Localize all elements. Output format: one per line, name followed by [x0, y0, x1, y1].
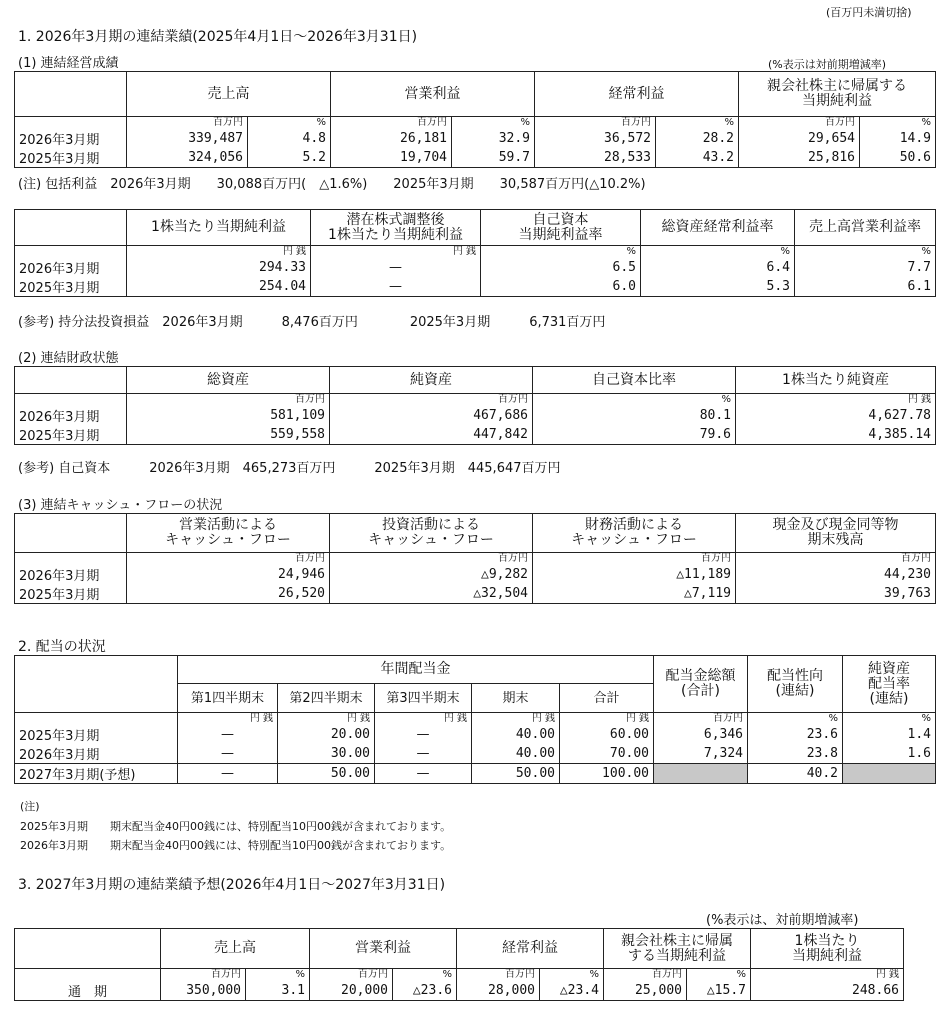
- comprehensive-income-note: (注) 包括利益 2026年3月期 30,088百万円( △1.6%) 2025年3月期 30,587百万円(△10.2%): [18, 177, 646, 192]
- table-row: 2026年3月期 24,946 △9,282 △11,189 44,230: [15, 565, 936, 584]
- table-row: 2025年3月期 559,558 447,842 79.6 4,385.14: [15, 425, 936, 445]
- header-blank: [15, 72, 127, 117]
- header-net-profit: 親会社株主に帰属する 当期純利益: [739, 72, 936, 117]
- table-row: 2026年3月期 339,487 4.8 26,181 32.9 36,572 28.2 29,654 14.9: [15, 129, 936, 148]
- unit: %: [248, 117, 331, 130]
- header-blank: [15, 210, 127, 246]
- table-row: 2025年3月期 26,520 △32,504 △7,119 39,763: [15, 584, 936, 604]
- header-payout-ratio: 配当性向 (連結): [748, 656, 843, 713]
- header-equity-ratio: 自己資本比率: [533, 367, 736, 394]
- header-operating-margin: 売上高営業利益率: [795, 210, 936, 246]
- unit: 百万円: [127, 117, 248, 130]
- header-diluted-eps: 潜在株式調整後 1株当たり当期純利益: [311, 210, 481, 246]
- dividend-note-heading: (注): [20, 800, 40, 813]
- header-total: 合計: [560, 684, 654, 713]
- header-cash-balance: 現金及び現金同等物 期末残高: [736, 514, 936, 553]
- header-bps: 1株当たり純資産: [736, 367, 936, 394]
- header-investing-cf: 投資活動による キャッシュ・フロー: [330, 514, 533, 553]
- unit-note: (百万円未満切捨): [826, 6, 912, 19]
- unit: 百万円: [535, 117, 656, 130]
- unit: %: [452, 117, 535, 130]
- header-blank: [15, 514, 127, 553]
- header-net-assets: 純資産: [330, 367, 533, 394]
- header-blank: [15, 929, 161, 969]
- header-operating-profit: 営業利益: [310, 929, 457, 969]
- dividend-note: 2026年3月期 期末配当金40円00銭には、特別配当10円00銭が含まれております。: [20, 839, 452, 852]
- table-row: 通 期 350,000 3.1 20,000 △23.6 28,000 △23.4 25,000 △15.7 248.66: [15, 981, 904, 1001]
- dividend-note: 2025年3月期 期末配当金40円00銭には、特別配当10円00銭が含まれております。: [20, 820, 452, 833]
- table-row: 2026年3月期 581,109 467,686 80.1 4,627.78: [15, 406, 936, 425]
- forecast-table: 売上高 営業利益 経常利益 親会社株主に帰属 する当期純利益 1株当たり 当期純利益 百万円 % 百万円 % 百万円 % 百万円 % 円 銭 通 期 350,000 3.1 20,000 △23.6 28,000 △23.4 25,000 △15.7 248.66: [14, 928, 904, 1001]
- header-q2: 第2四半期末: [278, 684, 375, 713]
- section-1-1-note: (%表示は対前期増減率): [768, 58, 887, 71]
- header-operating-profit: 営業利益: [331, 72, 535, 117]
- table-row: 2026年3月期 294.33 — 6.5 6.4 7.7: [15, 258, 936, 277]
- header-financing-cf: 財務活動による キャッシュ・フロー: [533, 514, 736, 553]
- table-row: 2025年3月期 — 20.00 — 40.00 60.00 6,346 23.6 1.4: [15, 725, 936, 744]
- equity-capital-note: (参考) 自己資本 2026年3月期 465,273百万円 2025年3月期 445,647百万円: [18, 461, 561, 476]
- cash-flow-table: 営業活動による キャッシュ・フロー 投資活動による キャッシュ・フロー 財務活動による キャッシュ・フロー 現金及び現金同等物 期末残高 百万円 百万円 百万円 百万円 2026年3月期 24,946 △9,282 △11,189 44,230 2025年3月期 26,520 △32,504 △7,119 39,763: [14, 513, 936, 604]
- header-sales: 売上高: [127, 72, 331, 117]
- header-q3: 第3四半期末: [375, 684, 472, 713]
- table-row: 2025年3月期 254.04 — 6.0 5.3 6.1: [15, 277, 936, 297]
- section-1-title: 1. 2026年3月期の連結業績(2025年4月1日～2026年3月31日): [18, 29, 418, 45]
- unit: %: [656, 117, 739, 130]
- header-total-assets: 総資産: [127, 367, 330, 394]
- section-1-1-title: (1) 連結経営成績: [18, 56, 119, 71]
- financial-position-table: 総資産 純資産 自己資本比率 1株当たり純資産 百万円 百万円 % 円 銭 2026年3月期 581,109 467,686 80.1 4,627.78 2025年3月期 559,558 447,842 79.6 4,385.14: [14, 366, 936, 445]
- header-ordinary-profit: 経常利益: [457, 929, 604, 969]
- header-roe: 自己資本 当期純利益率: [481, 210, 641, 246]
- table-row: 2026年3月期 — 30.00 — 40.00 70.00 7,324 23.8 1.6: [15, 744, 936, 764]
- section-2-title: 2. 配当の状況: [18, 639, 106, 655]
- section-3-note: (%表示は、対前期増減率): [706, 913, 859, 928]
- header-blank: [15, 367, 127, 394]
- section-1-2-title: (2) 連結財政状態: [18, 351, 119, 366]
- equity-method-note: (参考) 持分法投資損益 2026年3月期 8,476百万円 2025年3月期 6,731百万円: [18, 315, 606, 330]
- header-ordinary-profit: 経常利益: [535, 72, 739, 117]
- operating-results-table: [14, 71, 936, 168]
- header-doe: 純資産 配当率 (連結): [843, 656, 936, 713]
- per-share-ratios-table: 1株当たり当期純利益 潜在株式調整後 1株当たり当期純利益 自己資本 当期純利益率 総資産経常利益率 売上高営業利益率 円 銭 円 銭 % % % 2026年3月期 294.33 — 6.5 6.4 7.7 2025年3月期 254.04 — 6.0 5.3 6.1: [14, 209, 936, 297]
- section-3-title: 3. 2027年3月期の連結業績予想(2026年4月1日～2027年3月31日): [18, 877, 446, 893]
- header-eps: 1株当たり当期純利益: [127, 210, 311, 246]
- header-eps: 1株当たり 当期純利益: [751, 929, 904, 969]
- header-roa: 総資産経常利益率: [641, 210, 795, 246]
- header-net-profit: 親会社株主に帰属 する当期純利益: [604, 929, 751, 969]
- header-blank: [15, 656, 178, 713]
- dividend-table: 年間配当金 配当金総額 (合計) 配当性向 (連結) 純資産 配当率 (連結) 第1四半期末 第2四半期末 第3四半期末 期末 合計 円 銭 円 銭 円 銭 円 銭 円 銭 百万円 % % 2025年3月期 — 20.00 — 40.00 60.00 6,346 23.6 1.4 2026年3月期 — 30.00 — 40.00 70.00 7,324 23.8 1.6 2027年3月期(予想) — 50.00 — 50.00 100.00 40.2: [14, 655, 936, 784]
- header-operating-cf: 営業活動による キャッシュ・フロー: [127, 514, 330, 553]
- unit: %: [860, 117, 936, 130]
- table-row: 2025年3月期 324,056 5.2 19,704 59.7 28,533 43.2 25,816 50.6: [15, 148, 936, 168]
- header-year-end: 期末: [472, 684, 560, 713]
- header-q1: 第1四半期末: [178, 684, 278, 713]
- section-1-3-title: (3) 連結キャッシュ・フローの状況: [18, 498, 223, 513]
- unit: 百万円: [331, 117, 452, 130]
- table-row: 2027年3月期(予想) — 50.00 — 50.00 100.00 40.2: [15, 764, 936, 784]
- header-total-dividend: 配当金総額 (合計): [654, 656, 748, 713]
- unit: 百万円: [739, 117, 860, 130]
- header-sales: 売上高: [161, 929, 310, 969]
- header-annual-dividend: 年間配当金: [178, 656, 654, 684]
